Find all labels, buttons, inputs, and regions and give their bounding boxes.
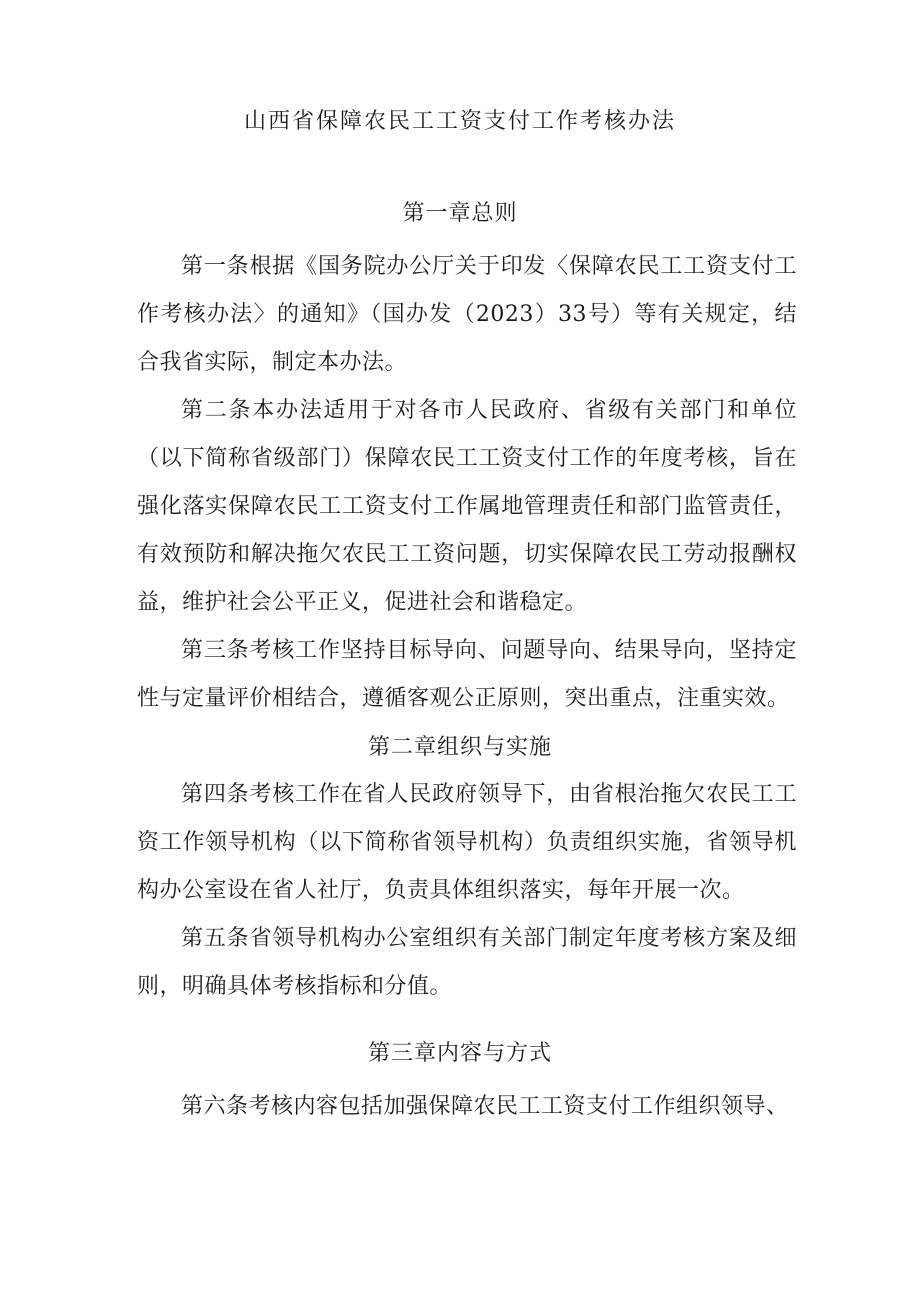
article-4: 第四条考核工作在省人民政府领导下，由省根治拖欠农民工工资工作领导机构（以下简称省领导机构）负责组织实施，省领导机构办公室设在省人社厅，负责具体组织落实，每年开展一次。: [137, 782, 797, 903]
article-2: 第二条本办法适用于对各市人民政府、省级有关部门和单位（以下简称省级部门）保障农民工工资支付工作的年度考核，旨在强化落实保障农民工工资支付工作属地管理责任和部门监管责任，有效预防和解决拖欠农民工工资问题，切实保障农民工劳动报酬权益，维护社会公平正义，促进社会和谐稳定。: [137, 398, 797, 615]
article-6: 第六条考核内容包括加强保障农民工工资支付工作组织领导、: [181, 1094, 789, 1119]
chapter-1-heading: 第一章总则: [402, 201, 518, 226]
chapter-3-heading: 第三章内容与方式: [367, 1041, 552, 1066]
article-3: 第三条考核工作坚持目标导向、问题导向、结果导向，坚持定性与定量评价相结合，遵循客观公正原则，突出重点，注重实效。: [137, 638, 797, 711]
article-1: 第一条根据《国务院办公厅关于印发〈保障农民工工资支付工作考核办法〉的通知》（国办发（2023）33号）等有关规定，结合我省实际，制定本办法。: [137, 254, 797, 375]
chapter-2-heading: 第二章组织与实施: [367, 735, 552, 760]
document-title: 山西省保障农民工工资支付工作考核办法: [243, 109, 676, 134]
article-5: 第五条省领导机构办公室组织有关部门制定年度考核方案及细则，明确具体考核指标和分值。: [137, 926, 797, 999]
